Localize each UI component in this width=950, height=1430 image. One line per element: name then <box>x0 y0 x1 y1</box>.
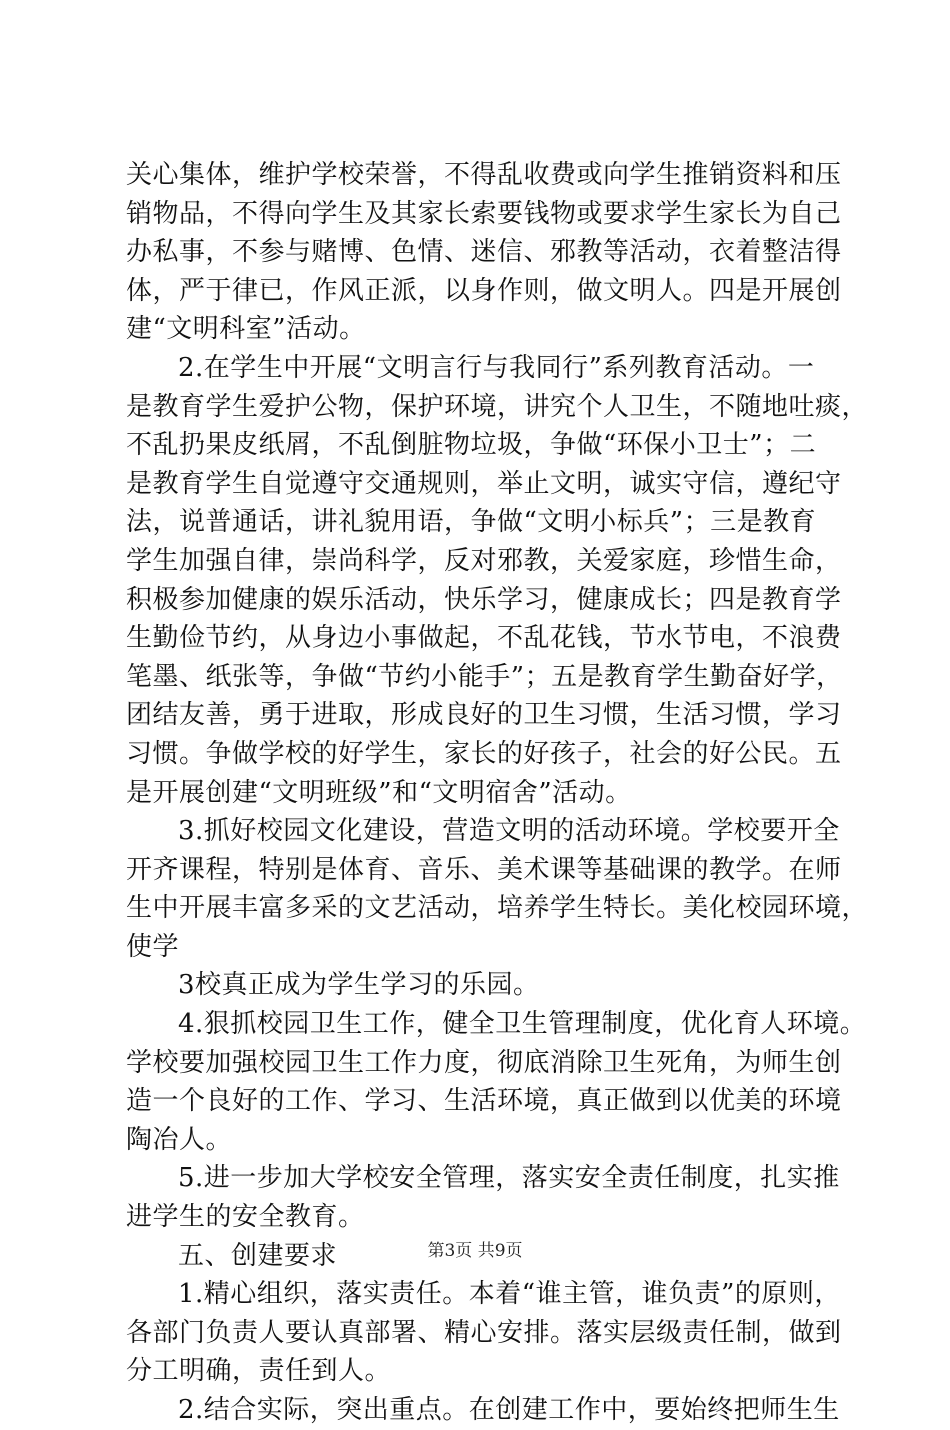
text-line: 建“文明科室”活动。 <box>126 314 366 345</box>
text-line: 3校真正成为学生学习的乐园。 <box>178 970 540 1001</box>
text-line: 各部门负责人要认真部署、精心安排。落实层级责任制，做到 <box>126 1317 842 1348</box>
text-line: 关心集体，维护学校荣誉，不得乱收费或向学生推销资料和压 <box>126 160 842 190</box>
text-line: 是教育学生爱护公物，保护环境，讲究个人卫生，不随地吐痰， <box>126 391 869 422</box>
text-line: 学校要加强校园卫生工作力度，彻底消除卫生死角，为师生创 <box>126 1047 842 1078</box>
text-line: 造一个良好的工作、学习、生活环境，真正做到以优美的环境 <box>126 1086 842 1117</box>
text-line: 生中开展丰富多采的文艺活动，培养学生特长。美化校园环境， <box>126 893 869 924</box>
text-line: 进学生的安全教育。 <box>126 1202 365 1233</box>
text-line: 笔墨、纸张等，争做“节约小能手”；五是教育学生勤奋好学， <box>126 661 843 692</box>
text-line: 5.进一步加大学校安全管理，落实安全责任制度，扎实推 <box>178 1163 840 1194</box>
text-line: 销物品，不得向学生及其家长索要钱物或要求学生家长为自己 <box>126 198 842 229</box>
text-line: 体，严于律已，作风正派，以身作则，做文明人。四是开展创 <box>126 275 842 306</box>
text-line: 是开展创建“文明班级”和“文明宿舍”活动。 <box>126 777 632 808</box>
text-line: 2.结合实际，突出重点。在创建工作中，要始终把师生生 <box>178 1395 840 1425</box>
text-line: 生勤俭节约，从身边小事做起，不乱花钱，节水节电，不浪费 <box>126 623 842 654</box>
text-line: 2.在学生中开展“文明言行与我同行”系列教育活动。一 <box>178 352 815 383</box>
text-line: 学生加强自律，崇尚科学，反对邪教，关爱家庭，珍惜生命， <box>126 545 842 576</box>
text-line: 分工明确，责任到人。 <box>126 1356 392 1387</box>
text-line: 团结友善，勇于进取，形成良好的卫生习惯，生活习惯，学习 <box>126 700 842 731</box>
text-line: 积极参加健康的娱乐活动，快乐学习，健康成长；四是教育学 <box>126 584 842 615</box>
text-line: 陶冶人。 <box>126 1124 233 1155</box>
text-line: 是教育学生自觉遵守交通规则，举止文明，诚实守信，遵纪守 <box>126 468 842 499</box>
text-line: 法，说普通话，讲礼貌用语，争做“文明小标兵”；三是教育 <box>126 507 817 538</box>
page-footer: 第3页 共9页 <box>427 1241 523 1261</box>
text-line: 使学 <box>126 931 180 962</box>
text-line: 办私事，不参与赌博、色情、迷信、邪教等活动，衣着整洁得 <box>126 237 842 268</box>
text-line: 开齐课程，特别是体育、音乐、美术课等基础课的教学。在师 <box>126 854 842 885</box>
text-line: 1.精心组织，落实责任。本着“谁主管，谁负责”的原则， <box>178 1279 841 1310</box>
document-body <box>126 156 869 1430</box>
text-line: 4.狠抓校园卫生工作，健全卫生管理制度，优化育人环境。 <box>178 1009 867 1040</box>
text-line: 不乱扔果皮纸屑，不乱倒脏物垃圾，争做“环保小卫士”；二 <box>126 430 817 461</box>
text-line: 习惯。争做学校的好学生，家长的好孩子，社会的好公民。五 <box>126 738 842 769</box>
text-line: 3.抓好校园文化建设，营造文明的活动环境。学校要开全 <box>178 816 840 847</box>
text-line: 五、创建要求 <box>178 1240 338 1271</box>
